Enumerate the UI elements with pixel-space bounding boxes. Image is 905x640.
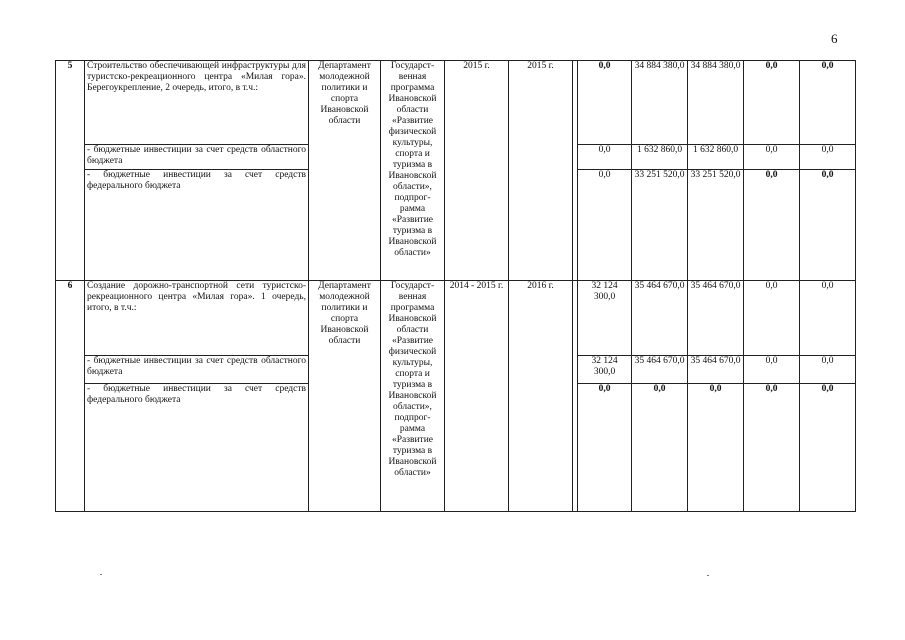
value-cell: 35 464 670,0 [688,281,744,356]
end-year-cell: 2016 г. [509,281,573,512]
subitem-label: - бюджетные инвестиции за счет средств федерального бюджета [85,170,309,281]
project-title: Создание дорожно-транспортной сети туристско-рекреационного центра «Милая гора». 1 очередь, итого, в т.ч.: [85,281,309,356]
row-number: 5 [56,61,85,281]
value-cell: 0,0 [800,170,856,281]
table-row [56,281,856,356]
value-cell: 0,0 [744,170,800,281]
value-cell: 0,0 [744,61,800,145]
scan-speck [707,575,709,576]
value-cell: 0,0 [800,281,856,356]
value-cell: 0,0 [800,61,856,145]
value-cell: 0,0 [744,145,800,170]
period-cell: 2014 - 2015 г. [445,281,509,512]
period-cell: 2015 г. [445,61,509,281]
value-cell: 34 884 380,0 [632,61,688,145]
scan-speck [100,574,102,575]
row-number: 6 [56,281,85,512]
investment-table [55,60,856,512]
value-cell: 35 464 670,0 [632,356,688,384]
subitem-label: - бюджетные инвестиции за счет средств областного бюджета [85,356,309,384]
subitem-label: - бюджетные инвестиции за счет средств областного бюджета [85,145,309,170]
value-cell: 32 124 300,0 [578,281,632,356]
value-cell: 0,0 [744,356,800,384]
value-cell: 0,0 [800,145,856,170]
value-cell: 0,0 [578,145,632,170]
value-cell: 0,0 [800,356,856,384]
value-cell: 33 251 520,0 [688,170,744,281]
subitem-label: - бюджетные инвестиции за счет средств федерального бюджета [85,384,309,512]
table-row [56,61,856,145]
value-cell: 0,0 [744,384,800,512]
department-cell: Департамент молодежной политики и спорта Ивановской области [309,61,381,281]
program-cell: Государст-венная программа Ивановской области «Развитие физической культуры, спорта и туризма в Ивановской области», подпрог-рамма «Развитие туризма в Ивановской области» [381,61,445,281]
value-cell: 0,0 [688,384,744,512]
value-cell: 34 884 380,0 [688,61,744,145]
department-cell: Департамент молодежной политики и спорта Ивановской области [309,281,381,512]
page-number: 6 [831,31,838,46]
value-cell: 35 464 670,0 [688,356,744,384]
value-cell: 35 464 670,0 [632,281,688,356]
program-cell: Государст-венная программа Ивановской области «Развитие физической культуры, спорта и туризма в Ивановской области», подпрог-рамма «Развитие туризма в Ивановской области» [381,281,445,512]
value-cell: 0,0 [800,384,856,512]
value-cell: 32 124 300,0 [578,356,632,384]
project-title: Строительство обеспечивающей инфраструктуры для туристско-рекреационного центра «Милая гора». Берегоукрепление, 2 очередь, итого, в т.ч.: [85,61,309,145]
value-cell: 0,0 [632,384,688,512]
value-cell: 0,0 [578,170,632,281]
value-cell: 0,0 [744,281,800,356]
value-cell: 0,0 [578,384,632,512]
value-cell: 33 251 520,0 [632,170,688,281]
value-cell: 0,0 [578,61,632,145]
end-year-cell: 2015 г. [509,61,573,281]
value-cell: 1 632 860,0 [632,145,688,170]
value-cell: 1 632 860,0 [688,145,744,170]
